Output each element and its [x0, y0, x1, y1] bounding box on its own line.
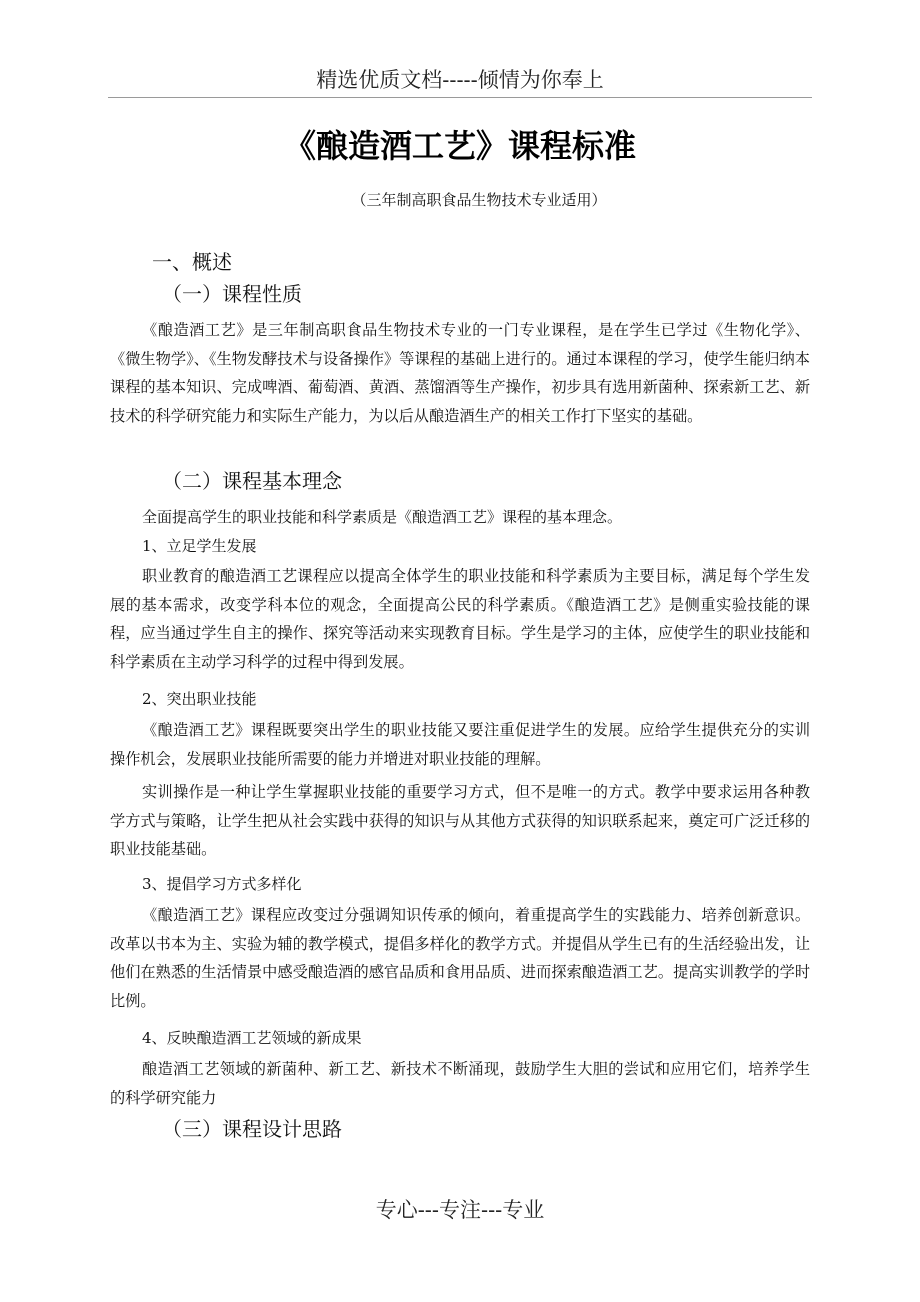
page-footer: 专心---专注---专业 — [375, 1198, 545, 1222]
page-header: 精选优质文档-----倾情为你奉上 — [108, 64, 812, 98]
item-2-paragraph-1: 《酿造酒工艺》课程既要突出学生的职业技能又要注重促进学生的发展。应给学生提供充分的实训操作机会，发展职业技能所需要的能力并增进对职业技能的理解。 — [110, 721, 810, 768]
item-3-title: 3、提倡学习方式多样化 — [142, 875, 302, 893]
paragraph-course-nature: 《酿造酒工艺》是三年制高职食品生物技术专业的一门专业课程，是在学生已学过《生物化学》、《微生物学》、《生物发酵技术与设备操作》等课程的基础上进行的。通过本课程的学习，使学生能归纳本课程的基本知识、完成啤酒、葡萄酒、黄酒、蒸馏酒等生产操作，初步具有选用新菌种、探索新工艺、新技术的科学研究能力和实际生产能力，为以后从酿造酒生产的相关工作打下坚实的基础。 — [110, 321, 810, 426]
document-title: 《酿造酒工艺》课程标准 — [283, 127, 636, 165]
item-2-title: 2、突出职业技能 — [142, 690, 257, 708]
subsection-heading-philosophy: （二）课程基本理念 — [162, 469, 342, 493]
subsection-heading-design: （三）课程设计思路 — [162, 1117, 342, 1141]
item-4-title: 4、反映酿造酒工艺领域的新成果 — [142, 1029, 362, 1047]
philosophy-intro: 全面提高学生的职业技能和科学素质是《酿造酒工艺》课程的基本理念。 — [142, 508, 623, 526]
item-1-paragraph: 职业教育的酿造酒工艺课程应以提高全体学生的职业技能和科学素质为主要目标，满足每个学生发展的基本需求，改变学科本位的观念，全面提高公民的科学素质。《酿造酒工艺》是侧重实验技能的课程，应当通过学生自主的操作、探究等活动来实现教育目标。学生是学习的主体，应使学生的职业技能和科学素质在主动学习科学的过程中得到发展。 — [110, 567, 810, 672]
item-3-paragraph: 《酿造酒工艺》课程应改变过分强调知识传承的倾向，着重提高学生的实践能力、培养创新意识。改革以书本为主、实验为辅的教学模式，提倡多样化的教学方式。并提倡从学生已有的生活经验出发，让他们在熟悉的生活情景中感受酿造酒的感官品质和食用品质、进而探索酿造酒工艺。提高实训教学的学时比例。 — [110, 906, 810, 1011]
subsection-heading-nature: （一）课程性质 — [162, 282, 302, 306]
section-heading-overview: 一、概述 — [152, 250, 232, 274]
item-1-title: 1、立足学生发展 — [142, 537, 257, 555]
document-subtitle: （三年制高职食品生物技术专业适用） — [351, 191, 607, 209]
item-2-paragraph-2: 实训操作是一种让学生掌握职业技能的重要学习方式，但不是唯一的方式。教学中要求运用各种教学方式与策略，让学生把从社会实践中获得的知识与从其他方式获得的知识联系起来，奠定可广泛迁移的职业技能基础。 — [110, 783, 810, 859]
item-4-paragraph: 酿造酒工艺领域的新菌种、新工艺、新技术不断涌现，鼓励学生大胆的尝试和应用它们，培养学生的科学研究能力 — [110, 1060, 810, 1107]
